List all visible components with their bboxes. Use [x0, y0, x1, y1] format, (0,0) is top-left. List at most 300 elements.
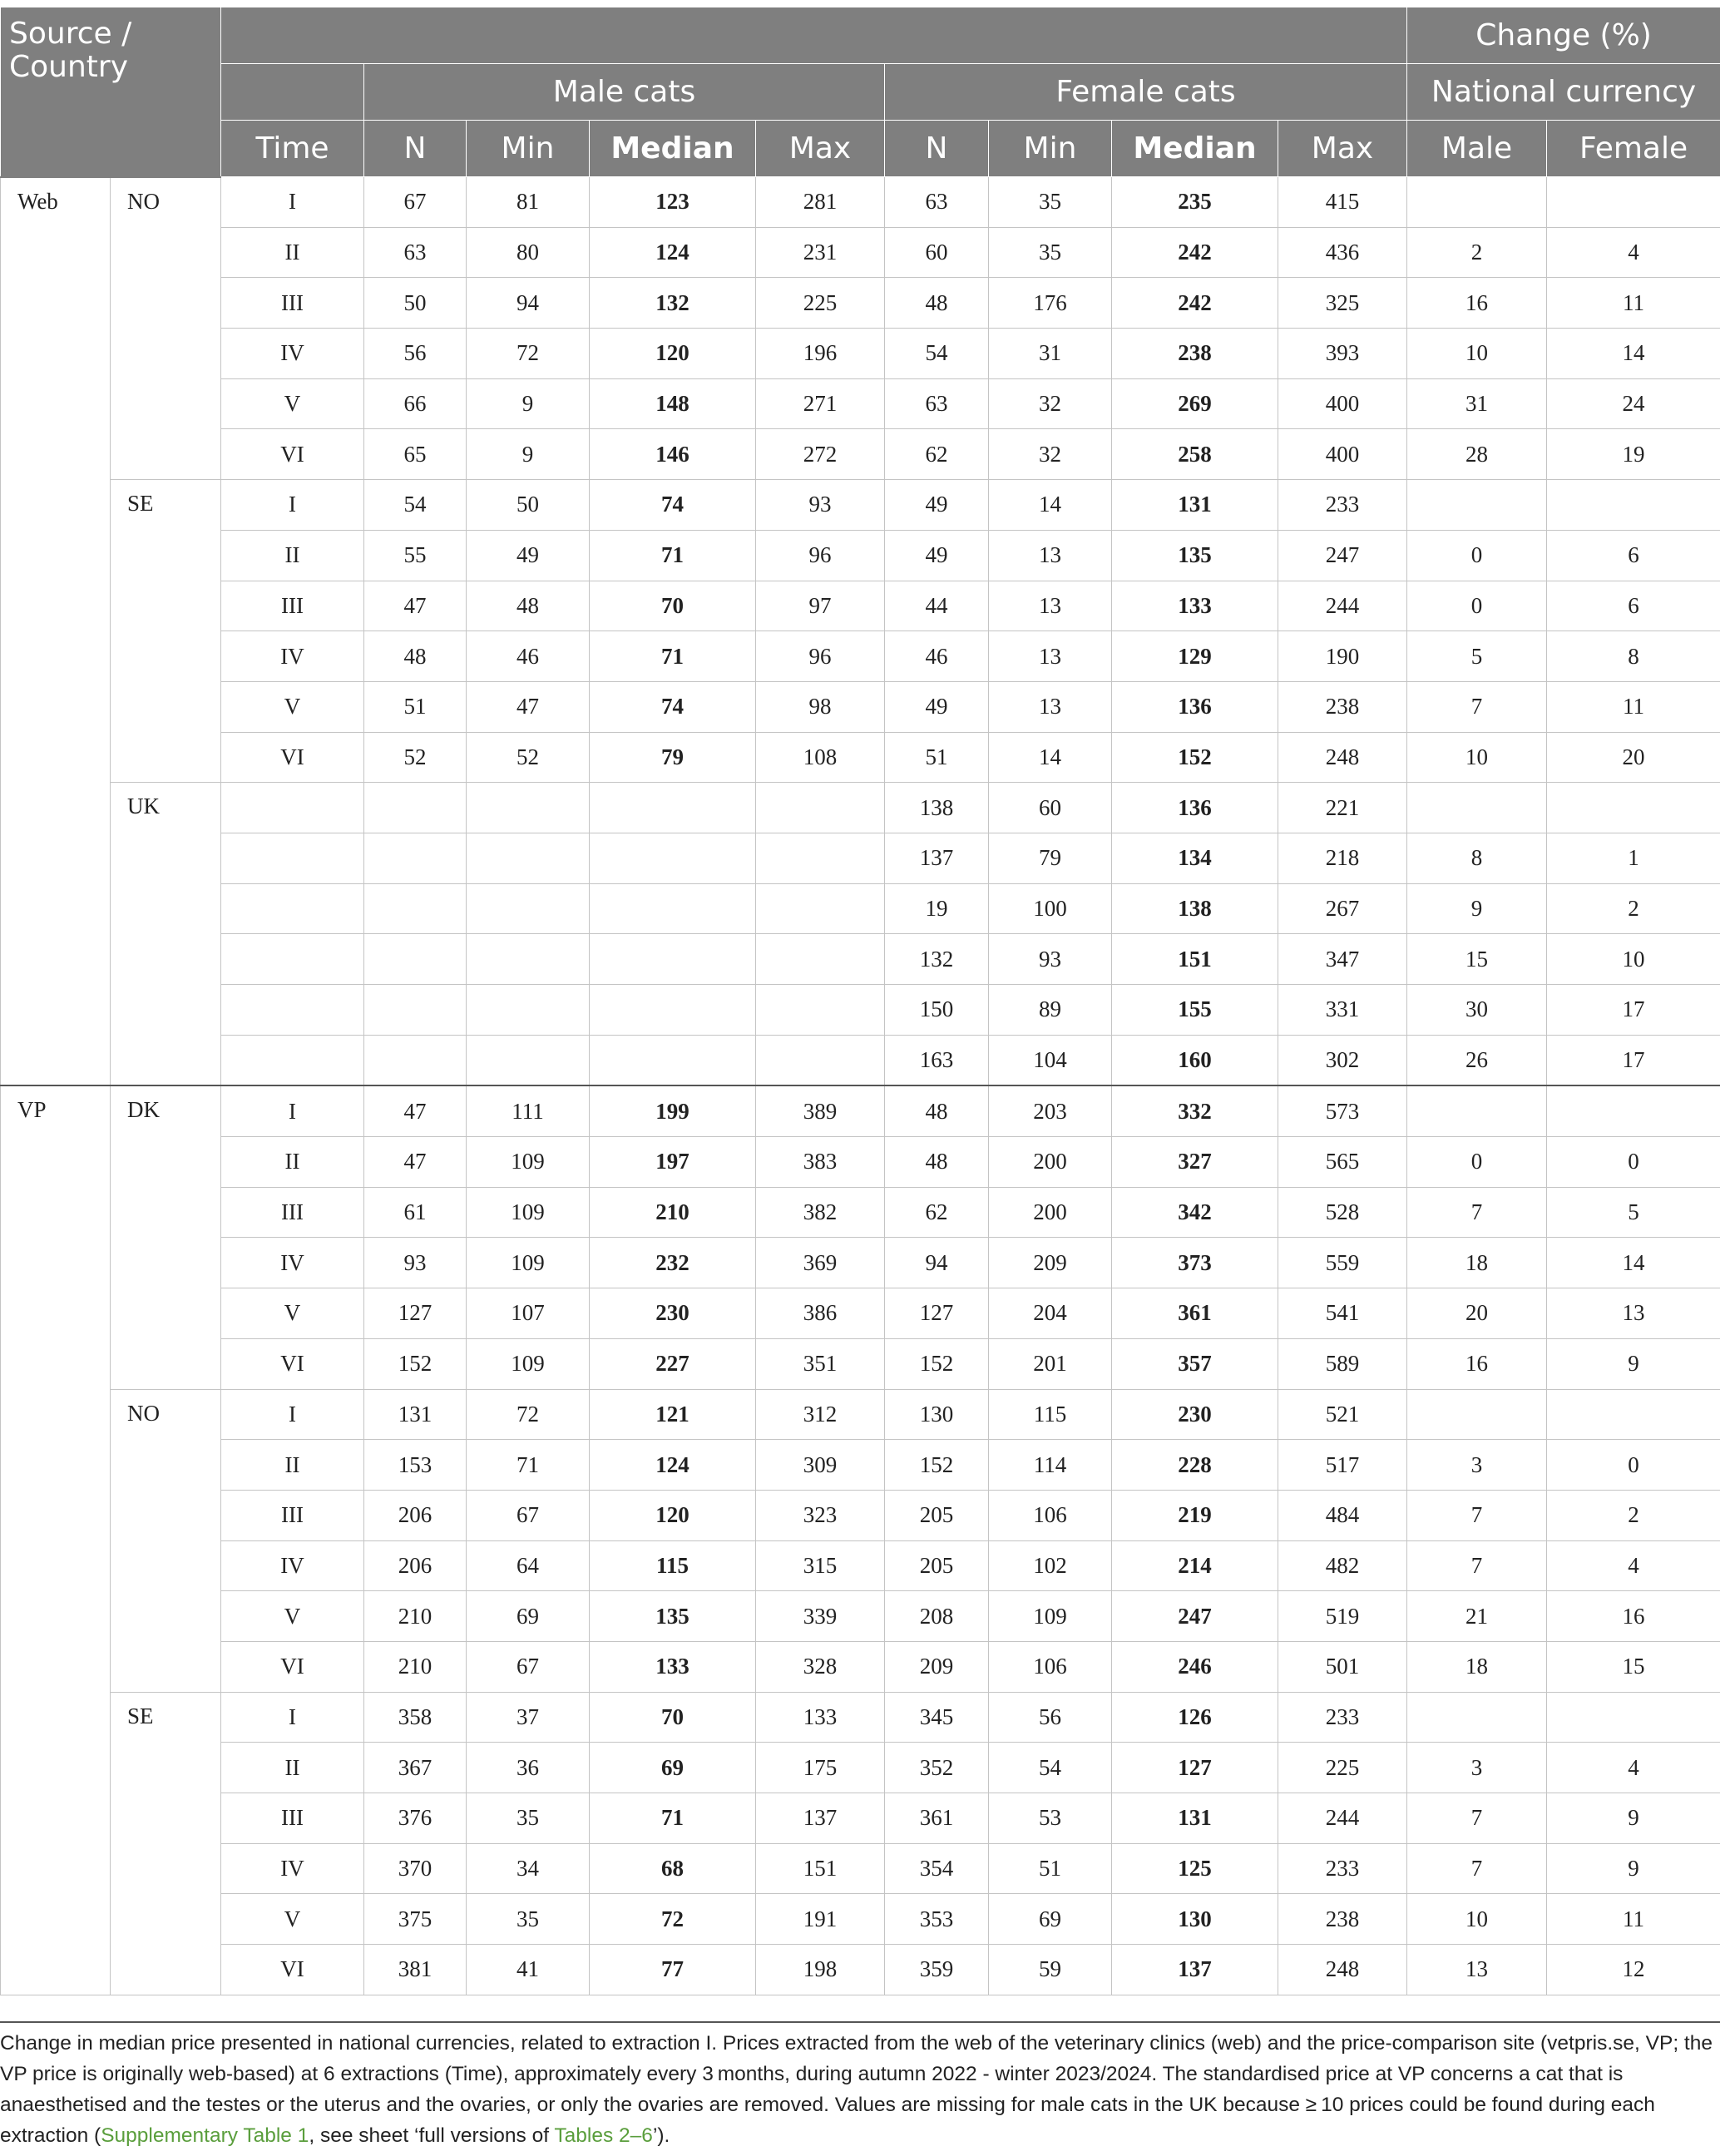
female-min-cell: 13 — [989, 530, 1112, 581]
change-male-cell: 9 — [1407, 883, 1547, 934]
male-max-cell: 191 — [756, 1894, 885, 1945]
table-row — [1, 1238, 1720, 1288]
change-female-cell: 14 — [1547, 329, 1720, 379]
time-cell: I — [221, 480, 364, 531]
male-max-cell: 339 — [756, 1591, 885, 1642]
time-header: Time — [221, 121, 364, 177]
female-max-cell: 415 — [1278, 177, 1407, 228]
table-row — [1, 1288, 1720, 1339]
female-median-cell: 228 — [1112, 1440, 1278, 1491]
male-max-cell — [756, 1035, 885, 1085]
table-row — [1, 378, 1720, 429]
female-max-cell: 190 — [1278, 631, 1407, 682]
male-max-cell: 108 — [756, 732, 885, 783]
male-min-cell: 81 — [467, 177, 590, 228]
female-min-cell: 53 — [989, 1793, 1112, 1844]
change-female-cell — [1547, 783, 1720, 833]
female-max-cell: 400 — [1278, 429, 1407, 480]
male-min-cell — [467, 1035, 590, 1085]
table-row — [1, 1137, 1720, 1188]
female-n-cell: 152 — [885, 1440, 989, 1491]
change-female-cell: 9 — [1547, 1793, 1720, 1844]
male-n-cell: 367 — [364, 1743, 467, 1793]
male-n-cell: 131 — [364, 1389, 467, 1440]
male-n-cell: 63 — [364, 227, 467, 278]
male-median-cell: 230 — [590, 1288, 756, 1339]
table-row — [1, 329, 1720, 379]
male-n-cell: 376 — [364, 1793, 467, 1844]
male-median-cell: 124 — [590, 227, 756, 278]
female-max-cell: 573 — [1278, 1085, 1407, 1136]
female-min-cell: 31 — [989, 329, 1112, 379]
change-female-cell: 11 — [1547, 278, 1720, 329]
female-max-cell: 233 — [1278, 480, 1407, 531]
change-male-cell: 10 — [1407, 732, 1547, 783]
change-female-cell: 5 — [1547, 1187, 1720, 1238]
male-n-cell — [364, 783, 467, 833]
change-female-cell: 0 — [1547, 1137, 1720, 1188]
female-min-cell: 79 — [989, 833, 1112, 883]
male-min-cell: 109 — [467, 1338, 590, 1389]
change-female-cell: 4 — [1547, 227, 1720, 278]
female-median-cell: 126 — [1112, 1692, 1278, 1743]
male-max-cell: 309 — [756, 1440, 885, 1491]
female-median-cell: 373 — [1112, 1238, 1278, 1288]
male-max-cell — [756, 883, 885, 934]
change-male-cell: 5 — [1407, 631, 1547, 682]
female-n-cell: 138 — [885, 783, 989, 833]
change-female-cell: 19 — [1547, 429, 1720, 480]
female-max-cell: 267 — [1278, 883, 1407, 934]
table-row — [1, 1945, 1720, 1995]
male-n-cell: 50 — [364, 278, 467, 329]
female-max-cell: 517 — [1278, 1440, 1407, 1491]
male-max-cell: 133 — [756, 1692, 885, 1743]
female-max-cell: 528 — [1278, 1187, 1407, 1238]
female-max-cell: 238 — [1278, 681, 1407, 732]
table-row — [1, 581, 1720, 631]
male-median-cell: 199 — [590, 1085, 756, 1136]
change-male-cell: 7 — [1407, 1793, 1547, 1844]
female-n-cell: 63 — [885, 378, 989, 429]
male-median-cell: 120 — [590, 329, 756, 379]
caption-text: Change in median price presented in national currencies, related to extraction I. Prices extracted from the web of the veterinary clinics (web) and the price-comparison site (vetpris.se, VP; the VP price is originally web-based) at 6 extractions (Time), approximately every 3 months, during autumn 2022 - winter 2023/2024. The standardised price at VP concerns a cat that is anaesthetised and the testes or the uterus and the ovaries, or only the ovaries are removed. Values are missing for male cats in the UK because ≥ 10 prices could be found during each extraction ( — [0, 2032, 1713, 2147]
caption-text: ’). — [652, 2124, 670, 2147]
male-median-cell: 79 — [590, 732, 756, 783]
male-min-cell: 46 — [467, 631, 590, 682]
time-cell: IV — [221, 1843, 364, 1894]
change-female-cell: 6 — [1547, 530, 1720, 581]
male-max-cell: 175 — [756, 1743, 885, 1793]
female-min-cell: 203 — [989, 1085, 1112, 1136]
male-median-cell — [590, 985, 756, 1036]
male-max-cell: 383 — [756, 1137, 885, 1188]
female-median-cell: 214 — [1112, 1540, 1278, 1591]
male-min-header: Min — [467, 121, 590, 177]
male-min-cell: 80 — [467, 227, 590, 278]
male-n-cell: 51 — [364, 681, 467, 732]
male-n-cell: 153 — [364, 1440, 467, 1491]
time-cell: V — [221, 1894, 364, 1945]
male-max-cell: 312 — [756, 1389, 885, 1440]
change-male-cell — [1407, 1085, 1547, 1136]
time-cell: III — [221, 278, 364, 329]
change-female-cell: 17 — [1547, 1035, 1720, 1085]
female-min-cell: 13 — [989, 631, 1112, 682]
female-max-cell: 565 — [1278, 1137, 1407, 1188]
female-median-cell: 247 — [1112, 1591, 1278, 1642]
female-min-cell: 104 — [989, 1035, 1112, 1085]
table-row — [1, 883, 1720, 934]
male-min-cell: 71 — [467, 1440, 590, 1491]
male-n-cell: 48 — [364, 631, 467, 682]
female-max-cell: 233 — [1278, 1843, 1407, 1894]
male-max-header: Max — [756, 121, 885, 177]
time-cell: V — [221, 681, 364, 732]
female-max-cell: 436 — [1278, 227, 1407, 278]
male-min-cell: 109 — [467, 1187, 590, 1238]
male-min-cell — [467, 934, 590, 985]
female-min-cell: 54 — [989, 1743, 1112, 1793]
supplementary-table-link[interactable]: Supplementary Table 1 — [101, 2124, 309, 2147]
female-median-cell: 230 — [1112, 1389, 1278, 1440]
female-n-cell: 352 — [885, 1743, 989, 1793]
change-female-cell: 1 — [1547, 833, 1720, 883]
female-median-cell: 332 — [1112, 1085, 1278, 1136]
table-row — [1, 1338, 1720, 1389]
male-median-cell: 210 — [590, 1187, 756, 1238]
male-n-cell: 47 — [364, 581, 467, 631]
change-male-cell: 18 — [1407, 1238, 1547, 1288]
female-min-cell: 114 — [989, 1440, 1112, 1491]
change-male-cell — [1407, 480, 1547, 531]
table-row — [1, 1389, 1720, 1440]
change-female-cell — [1547, 1692, 1720, 1743]
male-min-cell: 107 — [467, 1288, 590, 1339]
source-country-header — [1, 7, 221, 177]
female-max-cell: 393 — [1278, 329, 1407, 379]
blank-header-cell — [221, 7, 1407, 64]
table-row — [1, 1440, 1720, 1491]
female-max-cell: 521 — [1278, 1389, 1407, 1440]
female-median-header: Median — [1112, 121, 1278, 177]
change-male-cell — [1407, 177, 1547, 228]
change-male-header: Male — [1407, 121, 1547, 177]
female-n-cell: 209 — [885, 1641, 989, 1692]
change-male-cell: 7 — [1407, 1187, 1547, 1238]
male-n-cell: 47 — [364, 1085, 467, 1136]
time-cell: VI — [221, 1338, 364, 1389]
change-male-cell: 18 — [1407, 1641, 1547, 1692]
female-n-cell: 137 — [885, 833, 989, 883]
male-min-cell — [467, 833, 590, 883]
table-row — [1, 227, 1720, 278]
change-male-cell: 0 — [1407, 581, 1547, 631]
female-min-cell: 201 — [989, 1338, 1112, 1389]
female-max-cell: 247 — [1278, 530, 1407, 581]
female-max-cell: 238 — [1278, 1894, 1407, 1945]
male-max-cell — [756, 934, 885, 985]
female-max-header: Max — [1278, 121, 1407, 177]
female-max-cell: 248 — [1278, 732, 1407, 783]
female-median-cell: 137 — [1112, 1945, 1278, 1995]
change-female-cell: 9 — [1547, 1843, 1720, 1894]
female-max-cell: 221 — [1278, 783, 1407, 833]
change-header: Change (%) — [1407, 7, 1720, 64]
female-min-cell: 100 — [989, 883, 1112, 934]
change-male-cell: 0 — [1407, 1137, 1547, 1188]
time-cell: VI — [221, 1641, 364, 1692]
male-min-cell: 64 — [467, 1540, 590, 1591]
male-median-cell: 71 — [590, 530, 756, 581]
time-cell — [221, 985, 364, 1036]
female-max-cell: 347 — [1278, 934, 1407, 985]
table-row — [1, 1894, 1720, 1945]
table-row — [1, 1591, 1720, 1642]
change-male-cell — [1407, 1692, 1547, 1743]
change-female-cell — [1547, 480, 1720, 531]
female-n-cell: 62 — [885, 1187, 989, 1238]
change-male-cell: 3 — [1407, 1743, 1547, 1793]
male-max-cell: 272 — [756, 429, 885, 480]
change-male-cell: 8 — [1407, 833, 1547, 883]
female-max-cell: 331 — [1278, 985, 1407, 1036]
female-median-cell: 133 — [1112, 581, 1278, 631]
table-row — [1, 1035, 1720, 1085]
change-female-cell: 24 — [1547, 378, 1720, 429]
male-median-cell: 72 — [590, 1894, 756, 1945]
change-male-cell: 7 — [1407, 1540, 1547, 1591]
time-cell: I — [221, 1389, 364, 1440]
male-median-cell — [590, 934, 756, 985]
female-min-cell: 32 — [989, 429, 1112, 480]
male-min-cell: 47 — [467, 681, 590, 732]
male-n-cell: 210 — [364, 1591, 467, 1642]
female-min-cell: 204 — [989, 1288, 1112, 1339]
male-median-cell: 120 — [590, 1490, 756, 1540]
male-median-cell: 121 — [590, 1389, 756, 1440]
female-median-cell: 327 — [1112, 1137, 1278, 1188]
table-header — [1, 7, 1720, 177]
change-male-cell: 3 — [1407, 1440, 1547, 1491]
change-female-cell: 17 — [1547, 985, 1720, 1036]
female-cats-header: Female cats — [885, 64, 1407, 121]
table-row — [1, 1743, 1720, 1793]
female-median-cell: 151 — [1112, 934, 1278, 985]
female-n-cell: 49 — [885, 530, 989, 581]
table-row — [1, 429, 1720, 480]
male-max-cell: 351 — [756, 1338, 885, 1389]
female-n-cell: 359 — [885, 1945, 989, 1995]
male-median-cell: 74 — [590, 681, 756, 732]
change-male-cell: 16 — [1407, 1338, 1547, 1389]
male-max-cell: 281 — [756, 177, 885, 228]
male-n-cell: 370 — [364, 1843, 467, 1894]
time-cell: III — [221, 1187, 364, 1238]
male-min-cell — [467, 883, 590, 934]
female-median-cell: 242 — [1112, 278, 1278, 329]
female-median-cell: 136 — [1112, 681, 1278, 732]
table-body — [1, 177, 1720, 1995]
male-max-cell: 198 — [756, 1945, 885, 1995]
female-min-cell: 35 — [989, 227, 1112, 278]
female-median-cell: 125 — [1112, 1843, 1278, 1894]
female-n-cell: 63 — [885, 177, 989, 228]
time-cell: III — [221, 581, 364, 631]
time-cell — [221, 833, 364, 883]
male-max-cell: 369 — [756, 1238, 885, 1288]
male-max-cell: 382 — [756, 1187, 885, 1238]
national-currency-header: National currency — [1407, 64, 1720, 121]
female-min-cell: 59 — [989, 1945, 1112, 1995]
change-male-cell: 10 — [1407, 329, 1547, 379]
country-cell: UK — [111, 783, 221, 1086]
female-n-cell: 361 — [885, 1793, 989, 1844]
time-cell: IV — [221, 329, 364, 379]
male-max-cell: 137 — [756, 1793, 885, 1844]
male-min-cell: 9 — [467, 429, 590, 480]
change-male-cell: 7 — [1407, 681, 1547, 732]
female-median-cell: 129 — [1112, 631, 1278, 682]
male-n-cell: 55 — [364, 530, 467, 581]
male-max-cell: 97 — [756, 581, 885, 631]
female-n-cell: 44 — [885, 581, 989, 631]
change-female-cell — [1547, 1085, 1720, 1136]
male-median-cell: 148 — [590, 378, 756, 429]
time-cell: VI — [221, 732, 364, 783]
male-n-cell: 65 — [364, 429, 467, 480]
female-min-cell: 51 — [989, 1843, 1112, 1894]
female-n-cell: 152 — [885, 1338, 989, 1389]
male-n-cell: 67 — [364, 177, 467, 228]
male-max-cell: 315 — [756, 1540, 885, 1591]
table-row — [1, 1793, 1720, 1844]
female-min-cell: 200 — [989, 1187, 1112, 1238]
female-median-cell: 246 — [1112, 1641, 1278, 1692]
change-female-cell: 6 — [1547, 581, 1720, 631]
female-n-header: N — [885, 121, 989, 177]
male-min-cell: 67 — [467, 1490, 590, 1540]
male-min-cell: 37 — [467, 1692, 590, 1743]
male-max-cell — [756, 783, 885, 833]
time-cell: VI — [221, 429, 364, 480]
male-max-cell: 323 — [756, 1490, 885, 1540]
male-min-cell: 69 — [467, 1591, 590, 1642]
male-n-cell: 56 — [364, 329, 467, 379]
female-median-cell: 127 — [1112, 1743, 1278, 1793]
time-cell — [221, 783, 364, 833]
male-median-cell — [590, 1035, 756, 1085]
male-n-cell: 61 — [364, 1187, 467, 1238]
male-min-cell: 111 — [467, 1085, 590, 1136]
female-n-cell: 94 — [885, 1238, 989, 1288]
male-n-cell: 206 — [364, 1490, 467, 1540]
table-row — [1, 783, 1720, 833]
change-female-header: Female — [1547, 121, 1720, 177]
change-female-cell — [1547, 1389, 1720, 1440]
female-min-cell: 176 — [989, 278, 1112, 329]
change-female-cell: 9 — [1547, 1338, 1720, 1389]
price-table-container — [0, 7, 1720, 1995]
female-n-cell: 353 — [885, 1894, 989, 1945]
change-male-cell: 31 — [1407, 378, 1547, 429]
male-max-cell: 328 — [756, 1641, 885, 1692]
tables-link[interactable]: Tables 2–6 — [554, 2124, 653, 2147]
male-max-cell: 96 — [756, 631, 885, 682]
male-min-cell — [467, 783, 590, 833]
time-cell: II — [221, 1137, 364, 1188]
change-female-cell: 20 — [1547, 732, 1720, 783]
change-male-cell: 2 — [1407, 227, 1547, 278]
change-female-cell: 4 — [1547, 1743, 1720, 1793]
change-male-cell: 16 — [1407, 278, 1547, 329]
female-median-cell: 135 — [1112, 530, 1278, 581]
male-min-cell: 52 — [467, 732, 590, 783]
female-n-cell: 46 — [885, 631, 989, 682]
female-n-cell: 54 — [885, 329, 989, 379]
time-cell: VI — [221, 1945, 364, 1995]
female-n-cell: 205 — [885, 1490, 989, 1540]
source-cell: VP — [1, 1085, 111, 1995]
table-row — [1, 278, 1720, 329]
male-n-cell: 47 — [364, 1137, 467, 1188]
table-row — [1, 985, 1720, 1036]
female-max-cell: 218 — [1278, 833, 1407, 883]
country-cell: SE — [111, 1692, 221, 1995]
time-cell: IV — [221, 631, 364, 682]
table-row — [1, 681, 1720, 732]
male-median-cell — [590, 783, 756, 833]
male-min-cell: 109 — [467, 1238, 590, 1288]
female-min-cell: 209 — [989, 1238, 1112, 1288]
female-n-cell: 48 — [885, 1137, 989, 1188]
female-median-cell: 130 — [1112, 1894, 1278, 1945]
male-median-cell: 227 — [590, 1338, 756, 1389]
male-median-cell: 70 — [590, 1692, 756, 1743]
change-female-cell: 15 — [1547, 1641, 1720, 1692]
change-female-cell: 16 — [1547, 1591, 1720, 1642]
table-row — [1, 1187, 1720, 1238]
female-min-cell: 102 — [989, 1540, 1112, 1591]
male-n-cell — [364, 1035, 467, 1085]
female-max-cell: 244 — [1278, 1793, 1407, 1844]
female-median-cell: 357 — [1112, 1338, 1278, 1389]
time-cell: V — [221, 378, 364, 429]
change-male-cell — [1407, 783, 1547, 833]
male-min-cell: 72 — [467, 1389, 590, 1440]
male-min-cell: 48 — [467, 581, 590, 631]
table-row — [1, 1641, 1720, 1692]
male-n-cell — [364, 985, 467, 1036]
male-max-cell: 98 — [756, 681, 885, 732]
female-min-cell: 69 — [989, 1894, 1112, 1945]
change-female-cell: 12 — [1547, 1945, 1720, 1995]
source-country-label: Source / Country — [9, 17, 132, 84]
female-median-cell: 242 — [1112, 227, 1278, 278]
time-cell: IV — [221, 1238, 364, 1288]
male-min-cell: 50 — [467, 480, 590, 531]
time-cell: V — [221, 1591, 364, 1642]
female-max-cell: 559 — [1278, 1238, 1407, 1288]
male-median-cell: 124 — [590, 1440, 756, 1491]
change-female-cell: 2 — [1547, 1490, 1720, 1540]
male-n-cell — [364, 883, 467, 934]
country-cell: SE — [111, 480, 221, 783]
male-max-cell — [756, 833, 885, 883]
time-cell: V — [221, 1288, 364, 1339]
male-n-header: N — [364, 121, 467, 177]
time-cell: IV — [221, 1540, 364, 1591]
